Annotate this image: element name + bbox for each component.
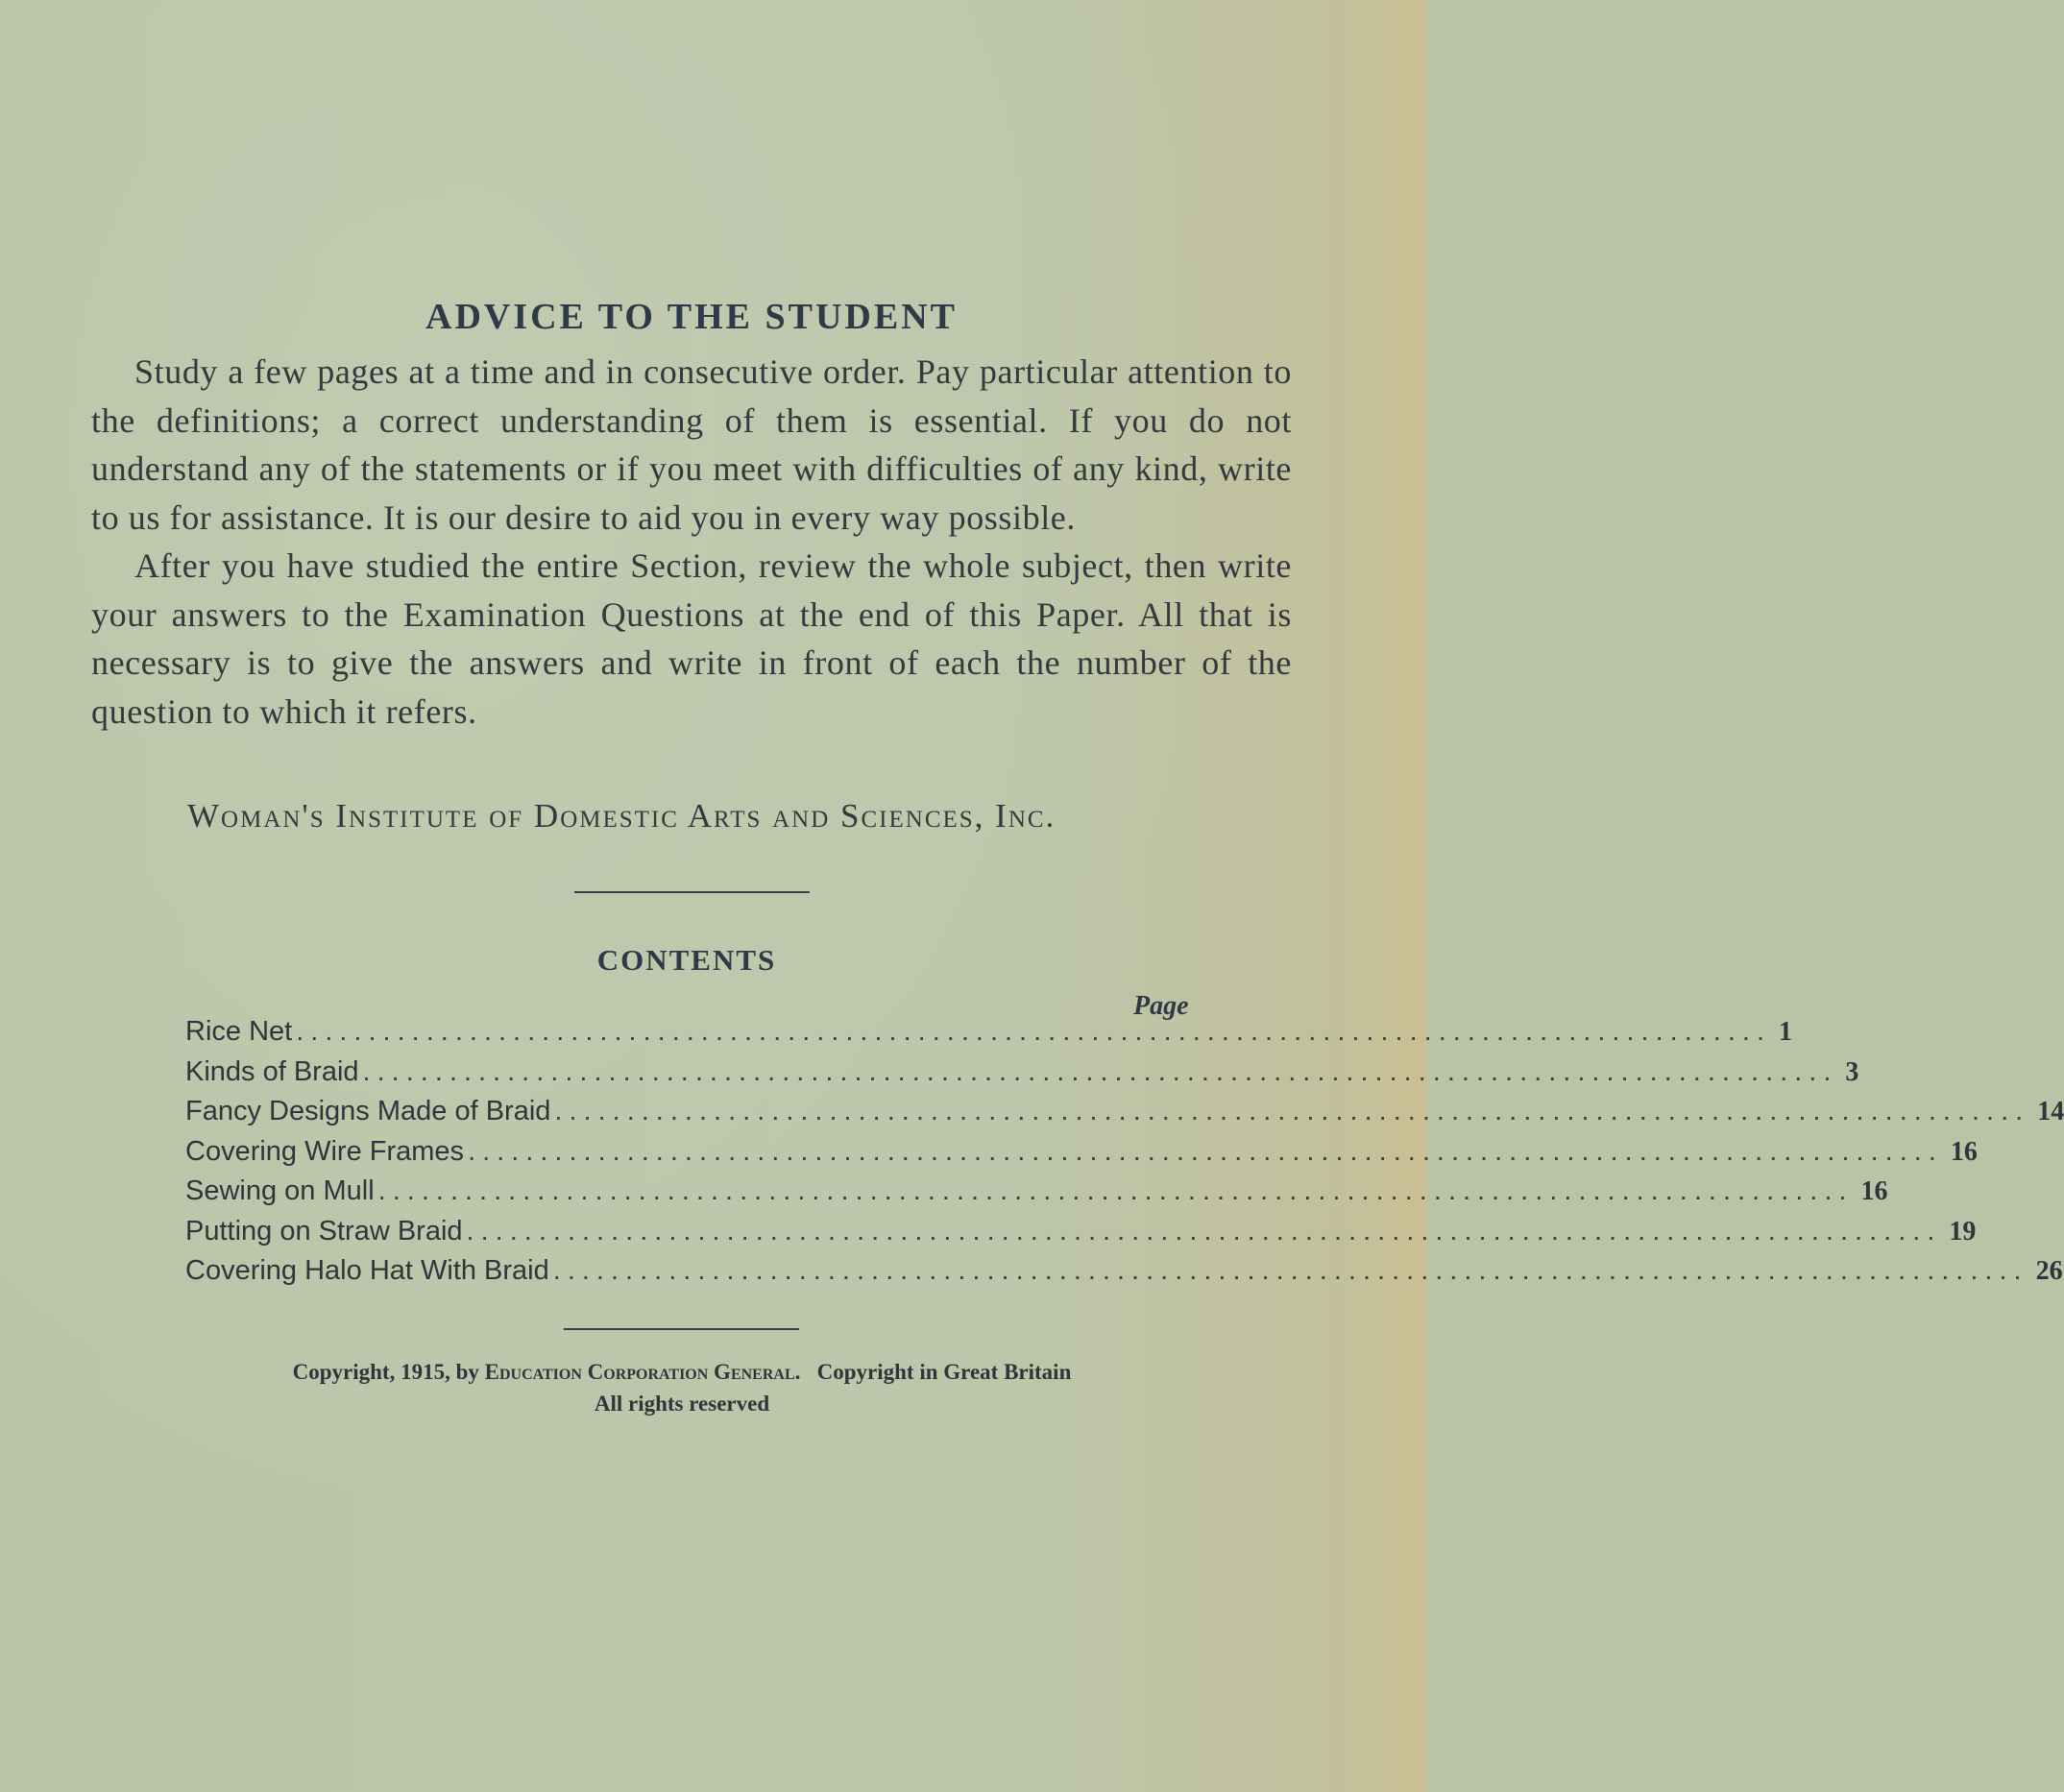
copyright-holder: Education Corporation General. [484, 1360, 801, 1384]
institute-signature: Woman's Institute of Domestic Arts and Sciences, Inc. [187, 797, 1056, 835]
table-of-contents [185, 1016, 2064, 1296]
toc-entry-title: Fancy Designs Made of Braid [185, 1096, 551, 1126]
toc-row [185, 1016, 1793, 1056]
toc-entry-page: 1 [1779, 1017, 1793, 1047]
page-column-header: Page [1133, 991, 1189, 1021]
toc-entry-title: Covering Halo Hat With Braid [185, 1255, 549, 1286]
copyright-line-1 [0, 1356, 1364, 1388]
toc-leader-dots: ...................................................................................................... [466, 1215, 1942, 1247]
contents-title: CONTENTS [596, 943, 777, 977]
divider-top [574, 891, 810, 893]
toc-leader-dots: ...................................................................................................... [552, 1255, 2028, 1286]
divider-bottom [564, 1328, 799, 1330]
toc-entry-page: 26 [2035, 1256, 2063, 1286]
advice-title: ADVICE TO THE STUDENT [425, 297, 958, 337]
toc-leader-dots: ...................................................................................................... [468, 1135, 1943, 1167]
advice-paragraph-2: After you have studied the entire Section, review the whole subject, then write your answers to the Examination Questions at the end of this Paper. All that is necessary is to give the answers and write in front of each the number of the question to which it refers. [91, 546, 1292, 731]
toc-row [185, 1096, 2064, 1136]
copyright-notice [0, 1356, 1364, 1419]
toc-leader-dots: ...................................................................................................... [554, 1096, 2030, 1126]
toc-entry-title: Sewing on Mull [185, 1175, 375, 1206]
toc-entry-page: 19 [1949, 1216, 1977, 1247]
copyright-suffix: Copyright in Great Britain [816, 1360, 1072, 1384]
advice-body [91, 348, 1292, 736]
toc-leader-dots: ...................................................................................................... [362, 1055, 1838, 1087]
copyright-line-2: All rights reserved [594, 1392, 770, 1416]
toc-row [185, 1135, 1978, 1176]
toc-entry-title: Putting on Straw Braid [185, 1215, 463, 1247]
toc-entry-page: 14 [2037, 1097, 2064, 1126]
toc-row [185, 1055, 1859, 1097]
toc-row [185, 1215, 1977, 1256]
toc-entry-title: Rice Net [185, 1016, 293, 1047]
toc-entry-title: Kinds of Braid [185, 1055, 359, 1087]
toc-entry-page: 3 [1845, 1056, 1859, 1087]
toc-entry-page: 16 [1950, 1136, 1978, 1167]
advice-paragraph-1: Study a few pages at a time and in consecutive order. Pay particular attention to the definitions; a correct understanding of them is essential. If you do not understand any of the statements or if you meet with difficulties of any kind, write to us for assistance. It is our desire to aid you in every way possible. [91, 352, 1292, 537]
toc-row [185, 1255, 2063, 1296]
toc-leader-dots: ...................................................................................................... [296, 1016, 1772, 1047]
toc-leader-dots: ...................................................................................................... [377, 1175, 1854, 1206]
toc-entry-page: 16 [1860, 1176, 1888, 1206]
toc-entry-title: Covering Wire Frames [185, 1135, 465, 1167]
toc-row [185, 1175, 1888, 1216]
copyright-prefix: Copyright, 1915, by [292, 1360, 479, 1384]
